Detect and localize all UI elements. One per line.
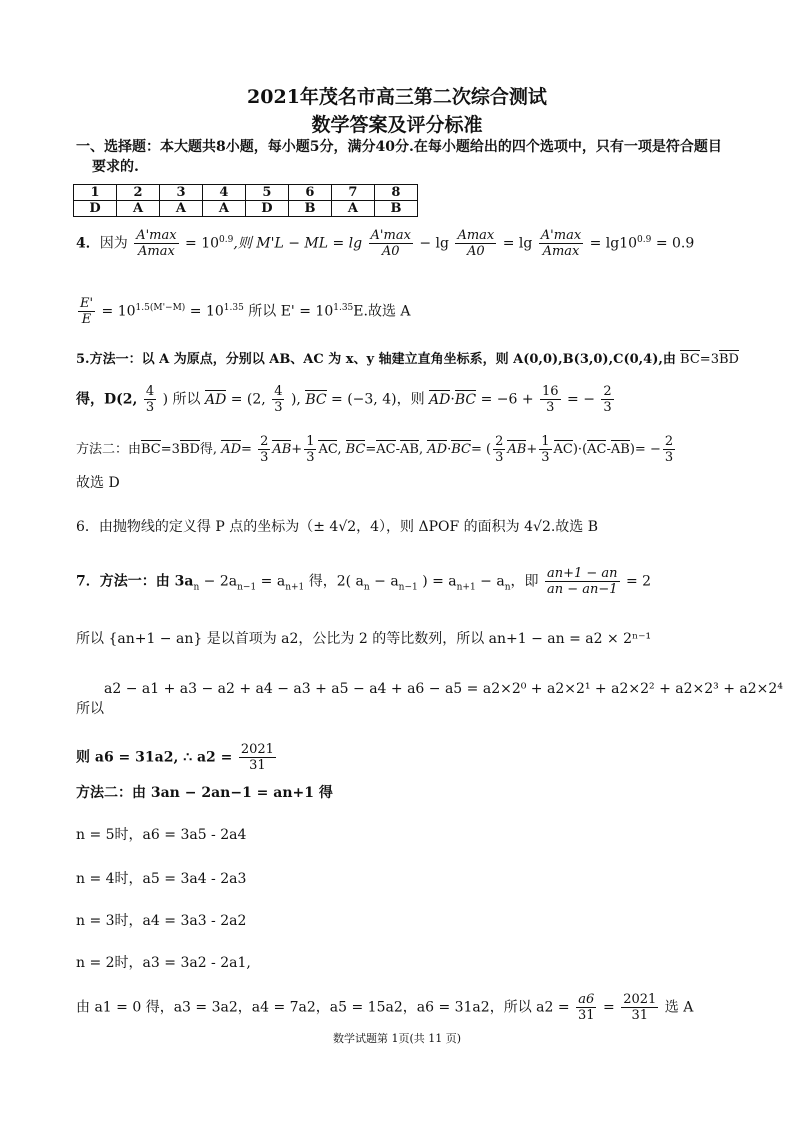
q4-line2-d: E.故选 A bbox=[353, 303, 411, 320]
q7-sub: n bbox=[363, 582, 370, 593]
q4-minus-lg: − lg bbox=[419, 235, 449, 252]
q5-m2-vec-ac4: AC bbox=[587, 442, 607, 457]
q5-m2-frac4 bbox=[539, 434, 551, 465]
q5-m2-i: )= − bbox=[629, 442, 661, 457]
q4-frac4-den: Amax bbox=[542, 244, 580, 259]
q5-m2-vec-ab4: AB bbox=[610, 442, 630, 457]
q5-m2-frac5-num: 2 bbox=[664, 434, 674, 449]
q5-m2-c: = bbox=[241, 442, 252, 457]
q4-frac3 bbox=[455, 228, 496, 259]
q7-n2: n = 2时，a3 = 3a2 - 2a1, bbox=[76, 955, 251, 971]
q5-m2-d: , bbox=[337, 442, 342, 457]
q5-line2-b: ) 所以 bbox=[162, 391, 201, 408]
answer-table bbox=[73, 184, 418, 217]
q7-m1-frac-den: an − an−1 bbox=[546, 582, 618, 597]
answer-table-cell: 7 bbox=[331, 185, 374, 201]
q4-exp-tail: 0.9 bbox=[637, 234, 652, 245]
q7-line2: 所以 {an+1 − an} 是以首项为 a2，公比为 2 的等比数列，所以 an+1 − an = a2 × 2ⁿ⁻¹ bbox=[76, 631, 652, 647]
q7-m1-frac bbox=[545, 566, 620, 597]
q4-frac4-num: A'max bbox=[540, 228, 582, 243]
q7-sub: n bbox=[193, 582, 200, 593]
q5-m2-h: )·( bbox=[572, 442, 588, 457]
q5-m2-vec-ab3: AB bbox=[507, 442, 527, 457]
q4-eq-lg: = lg bbox=[502, 235, 533, 252]
q5-m2-vec-bc3: BC bbox=[451, 442, 471, 457]
q5-line2 bbox=[76, 384, 616, 415]
answer-table-cell: B bbox=[288, 201, 331, 217]
q7-m1-h: ，即 bbox=[510, 573, 539, 590]
q7-m1-g: − a bbox=[475, 573, 505, 590]
q5-m2-a: 方法二：由 bbox=[76, 442, 142, 457]
q5-m2-frac1-den: 3 bbox=[260, 450, 269, 465]
q5-m2-vec-ac: AC bbox=[318, 442, 338, 457]
q5-frac-a bbox=[144, 384, 156, 415]
answer-table-cell: A bbox=[331, 201, 374, 217]
q7-m1-a: 7．方法一：由 3a bbox=[76, 573, 194, 590]
q4-frac2-num: A'max bbox=[370, 228, 411, 243]
q7-final-frac1 bbox=[576, 992, 597, 1023]
q5-m2-frac1-num: 2 bbox=[260, 434, 269, 449]
q7-final-b: 选 A bbox=[664, 999, 694, 1016]
answer-table-cell: D bbox=[245, 201, 288, 217]
q4-result: = 0.9 bbox=[655, 235, 695, 252]
q7-line4-a: 则 a6 = 31a2, ∴ a2 = bbox=[76, 749, 233, 766]
q5-line2-a: 得，D(2, bbox=[76, 391, 138, 408]
q5-vec-ad: AD bbox=[204, 391, 227, 408]
q5-frac-c-den: 3 bbox=[546, 400, 555, 415]
q7-m2-head: 方法二：由 3an − 2an−1 = an+1 得 bbox=[76, 785, 333, 801]
answer-table-cell: 1 bbox=[74, 185, 117, 201]
q7-final-a: 由 a1 = 0 得，a3 = 3a2，a4 = 7a2，a5 = 15a2，a6 = 31a2，所以 a2 = bbox=[76, 999, 570, 1016]
q7-line4-frac-num: 2021 bbox=[240, 742, 274, 757]
answer-table-cell: 4 bbox=[202, 185, 245, 201]
q7-sub: n+1 bbox=[456, 582, 476, 593]
q4-frac1-num: A'max bbox=[136, 228, 177, 243]
q5-m2-g: = ( bbox=[470, 442, 492, 457]
answer-table-cell: 2 bbox=[117, 185, 160, 201]
q5-m2-frac4-num: 1 bbox=[541, 434, 550, 449]
q4-frac1-den: Amax bbox=[137, 244, 175, 259]
q5-m2-frac2-num: 1 bbox=[306, 434, 315, 449]
q5-frac-c bbox=[540, 384, 561, 415]
q5-frac-d bbox=[601, 384, 613, 415]
q5-line1 bbox=[76, 351, 739, 369]
q7-m1-b: − 2a bbox=[199, 573, 238, 590]
q5-vec-bc3: BC bbox=[454, 391, 477, 408]
answer-table-cell: 3 bbox=[159, 185, 202, 201]
q5-frac-b-den: 3 bbox=[274, 400, 283, 415]
q5-m2-frac5-den: 3 bbox=[664, 450, 674, 465]
q7-sub: n+1 bbox=[285, 582, 305, 593]
q5-frac-b bbox=[272, 384, 284, 415]
q4-line2 bbox=[76, 296, 411, 327]
q5-m2-frac2 bbox=[304, 434, 316, 465]
q7-sub: n−1 bbox=[398, 582, 418, 593]
section1-heading-cont: 要求的. bbox=[92, 159, 139, 175]
q7-n5: n = 5时，a6 = 3a5 - 2a4 bbox=[76, 827, 247, 843]
q4-because: 因为 bbox=[99, 235, 128, 252]
q7-final-frac1-num: a6 bbox=[578, 992, 595, 1007]
q5-m2-vec-bc: BC bbox=[141, 442, 161, 457]
q4-frac1 bbox=[134, 228, 178, 259]
q5-method2 bbox=[76, 434, 677, 465]
q4-tail: = lg10 bbox=[589, 235, 638, 252]
answer-table-cell: 8 bbox=[374, 185, 417, 201]
q5-m2-vec-ad: AD bbox=[221, 442, 242, 457]
q5-m2-vec-bc2: BC bbox=[345, 442, 366, 457]
q5-m2-dot: · bbox=[447, 442, 452, 457]
q5-m2-frac4-den: 3 bbox=[541, 450, 550, 465]
q7-n4: n = 4时，a5 = 3a4 - 2a3 bbox=[76, 871, 247, 887]
q5-m2-vec-bd: BD bbox=[179, 442, 200, 457]
answer-table-cell: 5 bbox=[245, 185, 288, 201]
answer-table-cell: D bbox=[74, 201, 117, 217]
q7-m1-frac-num: an+1 − an bbox=[546, 566, 618, 581]
q5-vec-bc2: BC bbox=[305, 391, 327, 408]
q5-m2-frac2-den: 3 bbox=[306, 450, 315, 465]
paper-title: 2021年茂名市高三第二次综合测试 bbox=[247, 86, 547, 108]
q5-m2-frac5 bbox=[663, 434, 675, 465]
q4-line2-exp-c: 1.35 bbox=[333, 302, 354, 313]
q5-frac-d-num: 2 bbox=[603, 384, 612, 399]
q4-line1 bbox=[76, 228, 694, 259]
q4-label: 4． bbox=[76, 235, 100, 252]
page-footer: 数学试题第 1页(共 11 页) bbox=[332, 1032, 462, 1045]
q5-line2-e: = (−3, 4)，则 bbox=[331, 391, 425, 408]
q7-line4 bbox=[76, 742, 278, 773]
q5-m2-b: 得, bbox=[199, 442, 218, 457]
q4-then: ,则 M'L − ML = lg bbox=[233, 235, 363, 252]
q7-line1 bbox=[76, 566, 651, 597]
answer-table-cell: A bbox=[202, 201, 245, 217]
q7-final-frac2 bbox=[621, 992, 658, 1023]
q5-vec-ad2: AD bbox=[429, 391, 451, 408]
q7-line3-prefix: 所以 bbox=[76, 701, 104, 717]
q7-final-frac2-num: 2021 bbox=[623, 992, 657, 1007]
q5-frac-a-den: 3 bbox=[145, 400, 155, 415]
q5-vec-bc: BC bbox=[680, 352, 700, 367]
q5-m2-e: = bbox=[365, 442, 377, 457]
q5-m2-frac3-num: 2 bbox=[495, 434, 504, 449]
q5-line2-c: = (2, bbox=[230, 391, 266, 408]
q7-sub: n bbox=[504, 582, 511, 593]
q4-frac3-num: Amax bbox=[457, 228, 495, 243]
section1-heading: 一、选择题：本大题共8小题，每小题5分，满分40分.在每小题给出的四个选项中，只有一项是符合题目 bbox=[76, 139, 722, 155]
q5-m2-vec-ad2: AD bbox=[427, 442, 448, 457]
q5-frac-b-num: 4 bbox=[274, 384, 283, 399]
q4-line2-frac bbox=[78, 296, 95, 327]
q4-frac4 bbox=[539, 228, 583, 259]
q4-line2-exp-b: 1.35 bbox=[223, 302, 244, 313]
q7-final-eq: = bbox=[603, 999, 615, 1016]
q5-line2-g: = − bbox=[567, 391, 595, 408]
paper-subtitle: 数学答案及评分标准 bbox=[311, 114, 483, 136]
q5-frac-c-num: 16 bbox=[542, 384, 559, 399]
q4-line2-exp-a: 1.5(M'−M) bbox=[135, 302, 186, 313]
q5-method1: 5.方法一：以 A 为原点，分别以 AB、AC 为 x、y 轴建立直角坐标系，则 A(0,0),B(3,0),C(0,4),由 bbox=[76, 352, 676, 367]
q4-line2-c: 所以 E' = 10 bbox=[248, 303, 334, 320]
answer-table-row-answers bbox=[74, 201, 418, 217]
q5-frac-a-num: 4 bbox=[145, 384, 155, 399]
answer-table-cell: 6 bbox=[288, 185, 331, 201]
q5-m2-frac1 bbox=[258, 434, 270, 465]
q5-m2-vec-ac3: AC bbox=[553, 442, 573, 457]
q5-eq: =3 bbox=[699, 352, 719, 367]
q5-line2-d: ), bbox=[290, 391, 301, 408]
answer-table-cell: A bbox=[159, 201, 202, 217]
answer-table-row-numbers bbox=[74, 185, 418, 201]
q5-m2-minus2: - bbox=[606, 442, 611, 457]
q7-final-frac1-den: 31 bbox=[578, 1008, 595, 1023]
q4-frac2-den: A0 bbox=[381, 244, 400, 259]
q7-final-frac2-den: 31 bbox=[631, 1008, 649, 1023]
q5-dot: · bbox=[450, 391, 455, 408]
q5-conclusion: 故选 D bbox=[76, 475, 120, 491]
q5-m2-vec-ab2: AB bbox=[400, 442, 419, 457]
q5-m2-plus: + bbox=[291, 442, 303, 457]
q4-frac3-den: A0 bbox=[467, 244, 485, 259]
q7-line4-frac-den: 31 bbox=[249, 758, 266, 773]
q5-line2-f: = −6 + bbox=[480, 391, 534, 408]
q7-line3: a2 − a1 + a3 − a2 + a4 − a3 + a5 − a4 + a6 − a5 = a2×2⁰ + a2×2¹ + a2×2² + a2×2³ + a2×2⁴ bbox=[104, 681, 783, 697]
q4-frac2 bbox=[369, 228, 413, 259]
q7-m1-e: − a bbox=[369, 573, 399, 590]
q4-eq1: = 10 bbox=[185, 235, 220, 252]
q4-line2-frac-num: E' bbox=[80, 296, 94, 311]
q7-m1-i: = 2 bbox=[625, 573, 652, 590]
q4-line2-frac-den: E bbox=[81, 312, 92, 327]
q5-m2-frac3-den: 3 bbox=[495, 450, 504, 465]
q4-line2-b: = 10 bbox=[189, 303, 224, 320]
q6-line: 6．由抛物线的定义得 P 点的坐标为（± 4√2，4），则 ΔPOF 的面积为 4√2.故选 B bbox=[76, 519, 599, 535]
q7-sub: n−1 bbox=[237, 582, 257, 593]
q5-m2-plus2: + bbox=[526, 442, 538, 457]
q7-m1-f: ) = a bbox=[417, 573, 457, 590]
q5-m2-vec-ac2: AC bbox=[376, 442, 396, 457]
q4-line2-a: = 10 bbox=[101, 303, 136, 320]
q5-m2-eq: =3 bbox=[160, 442, 180, 457]
q5-vec-bd: BD bbox=[718, 352, 739, 367]
answer-table-cell: B bbox=[374, 201, 417, 217]
q7-m1-c: = a bbox=[256, 573, 286, 590]
q4-exp1: 0.9 bbox=[219, 234, 234, 245]
q7-m1-d: 得，2( a bbox=[304, 573, 364, 590]
q5-m2-f: , bbox=[419, 442, 424, 457]
q5-m2-frac3 bbox=[493, 434, 505, 465]
q7-line4-frac bbox=[239, 742, 276, 773]
answer-table-cell: A bbox=[117, 201, 160, 217]
q7-n3: n = 3时，a4 = 3a3 - 2a2 bbox=[76, 913, 247, 929]
q7-final bbox=[76, 992, 693, 1023]
q5-m2-minus: - bbox=[395, 442, 401, 457]
q5-m2-vec-ab: AB bbox=[272, 442, 292, 457]
q5-frac-d-den: 3 bbox=[603, 400, 612, 415]
